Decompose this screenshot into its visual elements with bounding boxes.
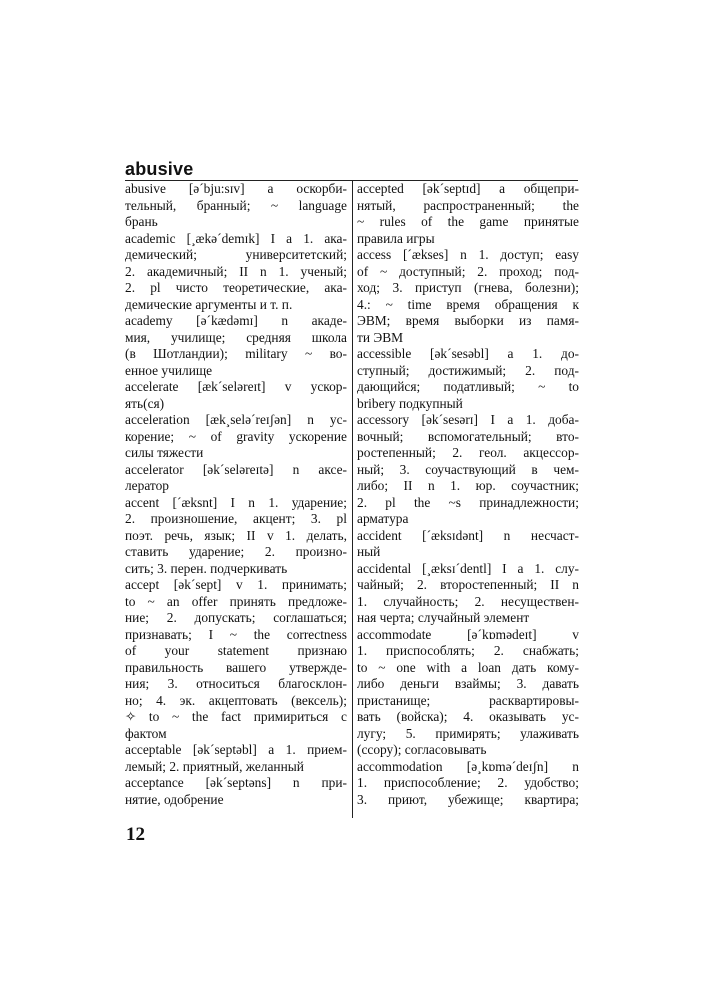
dictionary-line: брань <box>125 214 158 229</box>
dictionary-line: лератор <box>125 478 169 493</box>
dictionary-line: ставить ударение; 2. произно- <box>125 544 347 559</box>
dictionary-line: 3. приют, убежище; квартира; <box>357 791 579 807</box>
dictionary-line: нятый, распространенный; the <box>357 197 579 213</box>
dictionary-line: ростепенный; 2. геол. акцессор- <box>357 445 579 460</box>
dictionary-line: accessory [ək´sesərɪ] I a 1. доба- <box>357 412 579 427</box>
dictionary-line: правильность вашего утвержде- <box>125 659 347 675</box>
dictionary-line: тельный, бранный; ~ language <box>125 197 347 213</box>
dictionary-line: accident [´æksɪdənt] n несчаст- <box>357 527 579 543</box>
dictionary-line: дающийся; податливый; ~ to <box>357 379 579 394</box>
dictionary-line: accessible [ək´sesəbl] a 1. до- <box>357 346 579 361</box>
dictionary-line: поэт. речь, язык; II v 1. делать, <box>125 527 347 543</box>
dictionary-line: of your statement признаю <box>125 643 347 658</box>
dictionary-line: of ~ доступный; 2. проход; под- <box>357 263 579 279</box>
dictionary-line: 2. pl чисто теоретические, ака- <box>125 280 347 295</box>
dictionary-line: 4.: ~ time время обращения к <box>357 296 579 312</box>
dictionary-line: ✧ to ~ the fact примириться с <box>125 709 347 724</box>
dictionary-line: признавать; I ~ the correctness <box>125 626 347 642</box>
dictionary-line: ступный; достижимый; 2. под- <box>357 362 579 378</box>
dictionary-line: арматура <box>357 511 409 526</box>
dictionary-line: accelerator [ək´seləreɪtə] n аксе- <box>125 461 347 477</box>
dictionary-line: ная черта; случайный элемент <box>357 610 530 625</box>
dictionary-line: фактом <box>125 725 167 741</box>
dictionary-line: 2. произношение, акцент; 3. pl <box>125 511 347 526</box>
dictionary-line: енное училище <box>125 362 213 378</box>
page-number: 12 <box>126 824 145 845</box>
dictionary-line: пристанище; расквартировы- <box>357 692 579 708</box>
dictionary-line: 1. приспособлять; 2. снабжать; <box>357 643 579 658</box>
dictionary-line: демические аргументы и т. п. <box>125 296 293 312</box>
dictionary-line: accommodate [ə´kɒmədeɪt] v <box>357 626 579 642</box>
dictionary-line: ти ЭВМ <box>357 329 404 345</box>
dictionary-line: abusive [ə´bju:sɪv] a оскорби- <box>125 181 347 196</box>
dictionary-line: (в Шотландии); military ~ во- <box>125 346 347 361</box>
dictionary-line: accommodation [ə¸kɒmə´deɪʃn] n <box>357 758 579 774</box>
dictionary-line: accepted [ək´septɪd] a общепри- <box>357 181 579 196</box>
running-head: abusive <box>125 159 194 179</box>
dictionary-line: to ~ one with a loan дать кому- <box>357 659 579 675</box>
dictionary-line: правила игры <box>357 230 435 246</box>
column-divider <box>352 181 353 818</box>
dictionary-line: bribery подкупный <box>357 395 463 411</box>
dictionary-line: accent [´æksnt] I n 1. ударение; <box>125 494 347 510</box>
dictionary-line: мия, училище; средняя школа <box>125 329 347 345</box>
dictionary-line: либо; II n 1. юр. соучастник; <box>357 478 579 493</box>
dictionary-line: (ссору); согласовывать <box>357 742 487 757</box>
dictionary-line: 2. pl the ~s принадлежности; <box>357 494 579 510</box>
dictionary-line: acceleration [æk¸selə´reɪʃən] n ус- <box>125 412 347 427</box>
dictionary-line: вать (войска); 4. оказывать ус- <box>357 709 579 724</box>
dictionary-line: access [´ækses] n 1. доступ; easy <box>357 247 579 262</box>
dictionary-line: нятие, одобрение <box>125 791 224 807</box>
dictionary-line: но; 4. эк. акцептовать (вексель); <box>125 692 347 708</box>
dictionary-line: 2. академичный; II n 1. ученый; <box>125 263 347 279</box>
dictionary-line: ный <box>357 544 381 559</box>
right-column <box>357 181 579 808</box>
dictionary-line: корение; ~ of gravity ускорение <box>125 428 347 444</box>
dictionary-line: to ~ an offer принять предложе- <box>125 593 347 609</box>
dictionary-line: силы тяжести <box>125 445 204 460</box>
dictionary-line: ный; 3. соучаствующий в чем- <box>357 461 579 477</box>
dictionary-line: либо деньги взаймы; 3. давать <box>357 676 579 691</box>
dictionary-line: ние; 2. допускать; соглашаться; <box>125 610 347 625</box>
dictionary-line: чайный; 2. второстепенный; II n <box>357 577 579 592</box>
left-column <box>125 181 347 808</box>
dictionary-line: acceptable [ək´septəbl] a 1. прием- <box>125 742 347 757</box>
dictionary-line: accidental [¸æksɪ´dentl] I a 1. слу- <box>357 560 579 576</box>
dictionary-line: 1. приспособление; 2. удобство; <box>357 775 579 790</box>
dictionary-line: ЭВМ; время выборки из памя- <box>357 313 579 328</box>
dictionary-line: accept [ək´sept] v 1. принимать; <box>125 577 347 592</box>
dictionary-line: вочный; вспомогательный; вто- <box>357 428 579 444</box>
dictionary-line: ~ rules of the game принятые <box>357 214 579 229</box>
dictionary-line: acceptance [ək´septəns] n при- <box>125 775 347 790</box>
dictionary-line: 1. случайность; 2. несуществен- <box>357 593 579 609</box>
dictionary-line: accelerate [æk´seləreɪt] v ускор- <box>125 379 347 394</box>
dictionary-line: лемый; 2. приятный, желанный <box>125 758 304 774</box>
dictionary-line: academy [ə´kædəmɪ] n акаде- <box>125 313 347 328</box>
dictionary-line: демический; университетский; <box>125 247 347 262</box>
dictionary-line: сить; 3. перен. подчеркивать <box>125 560 288 576</box>
dictionary-line: лугу; 5. примирять; улаживать <box>357 725 579 741</box>
dictionary-line: ния; 3. относиться благосклон- <box>125 676 347 691</box>
dictionary-line: ход; 3. приступ (гнева, болезни); <box>357 280 579 295</box>
dictionary-line: academic [¸ækə´demɪk] I a 1. ака- <box>125 230 347 246</box>
dictionary-line: ять(ся) <box>125 395 165 411</box>
